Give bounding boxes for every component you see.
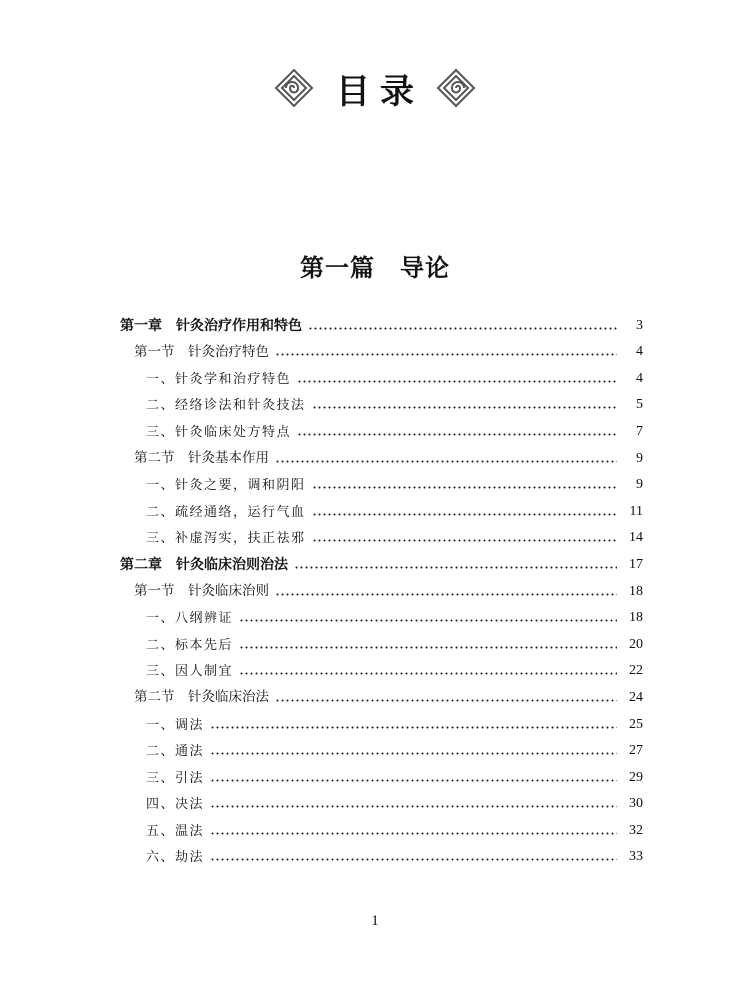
toc-entry-chapter[interactable] — [120, 547, 643, 574]
toc-entry-label: 一、调法 — [146, 717, 205, 733]
toc-entry-section[interactable] — [120, 574, 643, 601]
dot-leader — [312, 513, 617, 516]
toc-entry-item[interactable] — [120, 840, 643, 867]
part-title: 第一篇 导论 — [300, 253, 450, 282]
toc-entry-item[interactable] — [120, 707, 643, 734]
toc-entry-section[interactable] — [120, 680, 643, 707]
dot-leader — [275, 460, 617, 463]
scroll-ornament-right-icon — [434, 66, 478, 110]
toc-entry-page: 18 — [629, 610, 643, 626]
dot-leader — [239, 672, 617, 675]
toc-entry-page: 5 — [636, 397, 643, 413]
dot-leader — [210, 832, 617, 835]
toc-entry-label: 一、针灸之要，调和阴阳 — [146, 478, 306, 494]
toc-entry-page: 9 — [636, 450, 643, 466]
toc-entry-page: 24 — [629, 689, 643, 705]
dot-leader — [210, 779, 617, 782]
dot-leader — [308, 327, 617, 330]
toc-entry-item[interactable] — [120, 734, 643, 761]
toc-entry-label: 一、针灸学和治疗特色 — [146, 371, 292, 387]
toc-entry-page: 4 — [636, 370, 643, 386]
toc-entry-item[interactable] — [120, 414, 643, 441]
toc-entry-page: 27 — [629, 743, 643, 759]
toc-entry-label: 二、疏经通络，运行气血 — [146, 504, 306, 520]
toc-entry-page: 25 — [629, 716, 643, 732]
toc-entry-item[interactable] — [120, 388, 643, 415]
toc-entry-page: 17 — [629, 556, 643, 572]
dot-leader — [239, 619, 617, 622]
dot-leader — [297, 380, 617, 383]
page-title: 目录 — [336, 71, 424, 112]
toc-entry-page: 4 — [636, 344, 643, 360]
toc-entry-label: 四、决法 — [146, 797, 205, 813]
toc-entry-page: 29 — [629, 769, 643, 785]
dot-leader — [294, 566, 617, 569]
toc-entry-page: 7 — [636, 423, 643, 439]
toc-entry-item[interactable] — [120, 627, 643, 654]
toc-entry-page: 3 — [636, 317, 643, 333]
dot-leader — [239, 646, 617, 649]
toc-entry-label: 第一节 针灸治疗特色 — [134, 343, 269, 360]
page-number: 1 — [371, 913, 379, 929]
toc-entry-label: 第二节 针灸临床治法 — [134, 689, 269, 706]
dot-leader — [210, 858, 617, 861]
scroll-ornament-left-icon — [272, 66, 316, 110]
toc-entry-chapter[interactable] — [120, 308, 643, 335]
toc-entry-item[interactable] — [120, 654, 643, 681]
toc-entry-page: 20 — [629, 636, 643, 652]
toc-entry-item[interactable] — [120, 813, 643, 840]
dot-leader — [275, 353, 617, 356]
dot-leader — [297, 433, 617, 436]
page-header — [0, 58, 750, 118]
toc-entry-page: 30 — [629, 796, 643, 812]
toc-entry-label: 三、针灸临床处方特点 — [146, 424, 292, 440]
toc-entry-item[interactable] — [120, 601, 643, 628]
toc-entry-label: 第一章 针灸治疗作用和特色 — [120, 317, 302, 334]
toc-entry-page: 22 — [629, 663, 643, 679]
toc-entry-section[interactable] — [120, 441, 643, 468]
toc-entry-label: 第二章 针灸临床治则治法 — [120, 556, 288, 573]
toc-entry-label: 第二节 针灸基本作用 — [134, 450, 269, 467]
dot-leader — [210, 752, 617, 755]
toc-entry-item[interactable] — [120, 468, 643, 495]
toc-entry-page: 33 — [629, 849, 643, 865]
toc-entry-page: 18 — [629, 583, 643, 599]
toc-entry-label: 三、引法 — [146, 770, 205, 786]
toc-entry-page: 9 — [636, 477, 643, 493]
toc-entry-label: 二、标本先后 — [146, 637, 234, 653]
table-of-contents — [120, 308, 643, 866]
toc-entry-item[interactable] — [120, 787, 643, 814]
dot-leader — [275, 593, 617, 596]
toc-entry-item[interactable] — [120, 521, 643, 548]
toc-entry-label: 五、温法 — [146, 823, 205, 839]
toc-entry-page: 32 — [629, 822, 643, 838]
toc-entry-label: 第一节 针灸临床治则 — [134, 583, 269, 600]
toc-entry-label: 一、八纲辨证 — [146, 611, 234, 627]
toc-entry-label: 二、经络诊法和针灸技法 — [146, 398, 306, 414]
toc-entry-label: 三、因人制宜 — [146, 664, 234, 680]
toc-entry-item[interactable] — [120, 760, 643, 787]
dot-leader — [312, 406, 617, 409]
toc-entry-page: 14 — [629, 530, 643, 546]
toc-entry-page: 11 — [629, 503, 643, 519]
dot-leader — [312, 539, 617, 542]
toc-entry-label: 六、劫法 — [146, 850, 205, 866]
dot-leader — [210, 805, 617, 808]
toc-entry-label: 二、通法 — [146, 744, 205, 760]
toc-entry-label: 三、补虚泻实，扶正祛邪 — [146, 531, 306, 547]
toc-entry-item[interactable] — [120, 494, 643, 521]
toc-entry-item[interactable] — [120, 361, 643, 388]
toc-entry-section[interactable] — [120, 335, 643, 362]
dot-leader — [312, 486, 617, 489]
dot-leader — [210, 726, 617, 729]
dot-leader — [275, 699, 617, 702]
